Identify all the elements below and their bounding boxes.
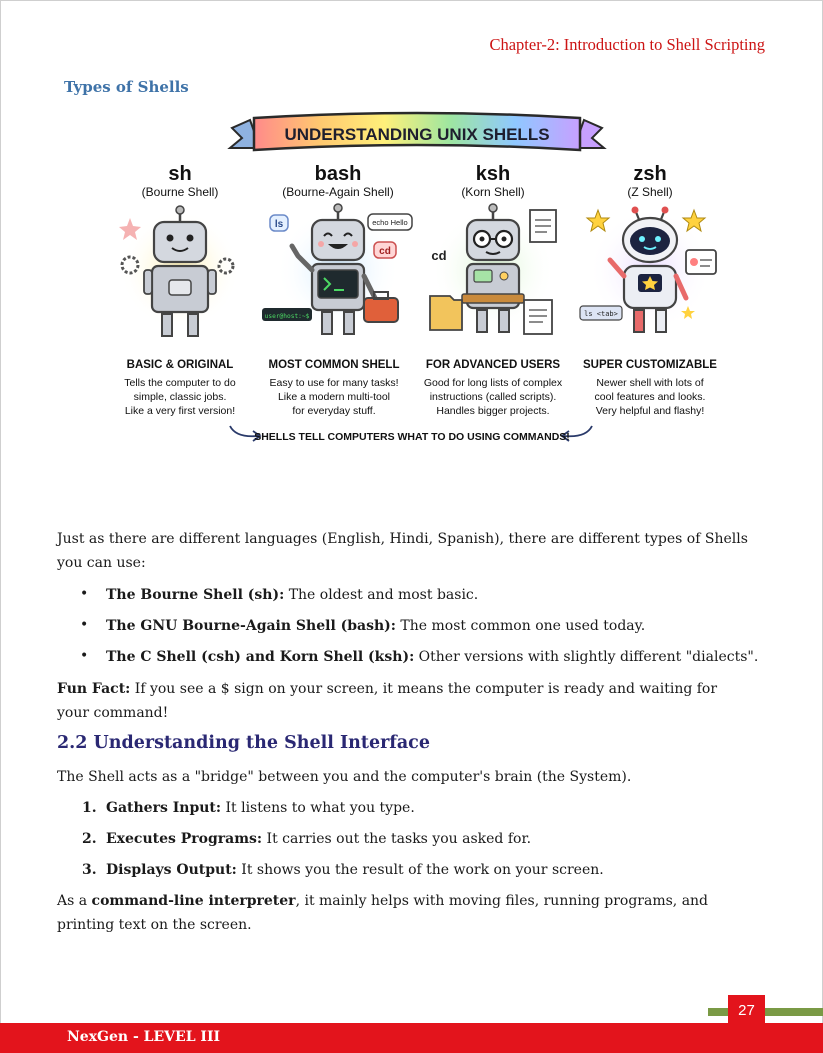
list-item-text: The oldest and most basic.: [284, 587, 479, 603]
bottom-caption-text: SHELLS TELL COMPUTERS WHAT TO DO USING COMMANDS!: [254, 431, 570, 443]
page-number: 27: [728, 995, 765, 1025]
footer-label: NexGen - LEVEL III: [67, 1029, 221, 1045]
list-item-bold: The C Shell (csh) and Korn Shell (ksh):: [106, 649, 415, 665]
step-bold: Displays Output:: [106, 862, 237, 878]
list-item-bold: The Bourne Shell (sh):: [106, 587, 285, 603]
step-text: It listens to what you type.: [221, 800, 415, 816]
shell-fullname-bash: (Bourne-Again Shell): [282, 185, 394, 199]
shell-name-zsh: zsh: [633, 163, 667, 185]
shell-name-ksh: ksh: [475, 163, 511, 185]
shell-desc-zsh-1: Newer shell with lots of: [596, 377, 704, 389]
banner-title: UNDERSTANDING UNIX SHELLS: [284, 125, 550, 144]
intro-line-2: you can use:: [57, 555, 146, 571]
shell-desc-bash-2: Like a modern multi-tool: [277, 391, 391, 403]
shell-column-sh: [119, 163, 240, 417]
shell-desc-bash-1: Easy to use for many tasks!: [269, 377, 399, 389]
shell-fullname-sh: (Bourne Shell): [141, 185, 219, 199]
shell-desc-bash-3: for everyday stuff.: [292, 405, 376, 417]
bubble-cd: cd: [379, 246, 391, 257]
bubble-ls-tab: ls <tab>: [584, 310, 618, 318]
closing-post: , it mainly helps with moving files, running programs, and: [295, 893, 709, 909]
section-intro: The Shell acts as a "bridge" between you and the computer's brain (the System).: [57, 769, 632, 785]
shell-desc-ksh-3: Handles bigger projects.: [436, 405, 550, 417]
step-number: 1.: [82, 800, 97, 816]
step-bold: Executes Programs:: [106, 831, 263, 847]
list-item-bold: The GNU Bourne-Again Shell (bash):: [106, 618, 396, 634]
bubble-prompt: user@host:~$: [264, 313, 310, 320]
step-number: 2.: [82, 831, 97, 847]
bottom-caption: [230, 426, 592, 443]
bullet-dot: •: [80, 617, 89, 633]
step-bold: Gathers Input:: [106, 800, 222, 816]
running-header: Chapter-2: Introduction to Shell Scripting: [489, 35, 765, 54]
shell-name-bash: bash: [314, 163, 362, 185]
shell-desc-sh-3: Like a very first version!: [124, 405, 236, 417]
star-robot-icon: [580, 207, 716, 333]
step-text: It shows you the result of the work on your screen.: [236, 862, 604, 878]
shell-tagline-sh: BASIC & ORIGINAL: [126, 359, 234, 371]
shell-fullname-zsh: (Z Shell): [627, 185, 673, 199]
terminal-robot-icon: [262, 204, 412, 334]
shell-fullname-ksh: (Korn Shell): [461, 185, 525, 199]
shell-tagline-bash: MOST COMMON SHELL: [268, 359, 400, 371]
shell-desc-zsh-2: cool features and looks.: [594, 391, 706, 403]
unix-shells-infographic: [112, 110, 722, 455]
shell-desc-zsh-3: Very helpful and flashy!: [595, 405, 705, 417]
shell-tagline-zsh: SUPER CUSTOMIZABLE: [583, 359, 717, 371]
intro-line-1: Just as there are different languages (English, Hindi, Spanish), there are different types of Shells: [57, 531, 748, 547]
bubble-echo: echo Hello: [372, 218, 408, 227]
fun-fact-line-2: your command!: [57, 705, 169, 721]
step-text: It carries out the tasks you asked for.: [262, 831, 532, 847]
section-heading: 2.2 Understanding the Shell Interface: [57, 733, 430, 753]
closing-line-2: printing text on the screen.: [57, 917, 252, 933]
closing-bold: command-line interpreter: [91, 893, 296, 909]
numbered-item: [82, 800, 415, 816]
shell-name-sh: sh: [168, 163, 192, 185]
glasses-robot-icon: [430, 204, 556, 334]
simple-robot-icon: [119, 206, 240, 336]
numbered-item: [82, 862, 604, 878]
banner: [230, 113, 604, 150]
list-item-text: Other versions with slightly different "dialects".: [414, 649, 759, 665]
closing-pre: As a: [57, 893, 92, 909]
numbered-item: [82, 831, 531, 847]
bubble-ls: ls: [274, 219, 284, 230]
list-item-text: The most common one used today.: [395, 618, 646, 634]
bubble-cd-ksh: cd: [431, 248, 447, 263]
shell-desc-ksh-2: instructions (called scripts).: [429, 391, 557, 403]
section-label: Types of Shells: [64, 78, 189, 96]
shell-column-zsh: [580, 163, 717, 417]
shell-desc-ksh-1: Good for long lists of complex: [423, 377, 563, 389]
shell-desc-sh-1: Tells the computer to do: [124, 377, 236, 389]
closing-line-1: [57, 889, 708, 913]
shell-column-ksh: [424, 163, 563, 417]
shell-column-bash: [262, 163, 412, 417]
bullet-dot: •: [80, 586, 89, 602]
fun-fact-line-1: [57, 677, 717, 701]
footer-accent-line: [708, 1008, 823, 1016]
step-number: 3.: [82, 862, 97, 878]
bullet-dot: •: [80, 648, 89, 664]
fun-fact-label: Fun Fact:: [57, 681, 131, 697]
shell-tagline-ksh: FOR ADVANCED USERS: [425, 359, 561, 371]
fun-fact-text: If you see a $ sign on your screen, it means the computer is ready and waiting for: [130, 681, 718, 697]
shell-desc-sh-2: simple, classic jobs.: [133, 391, 227, 403]
